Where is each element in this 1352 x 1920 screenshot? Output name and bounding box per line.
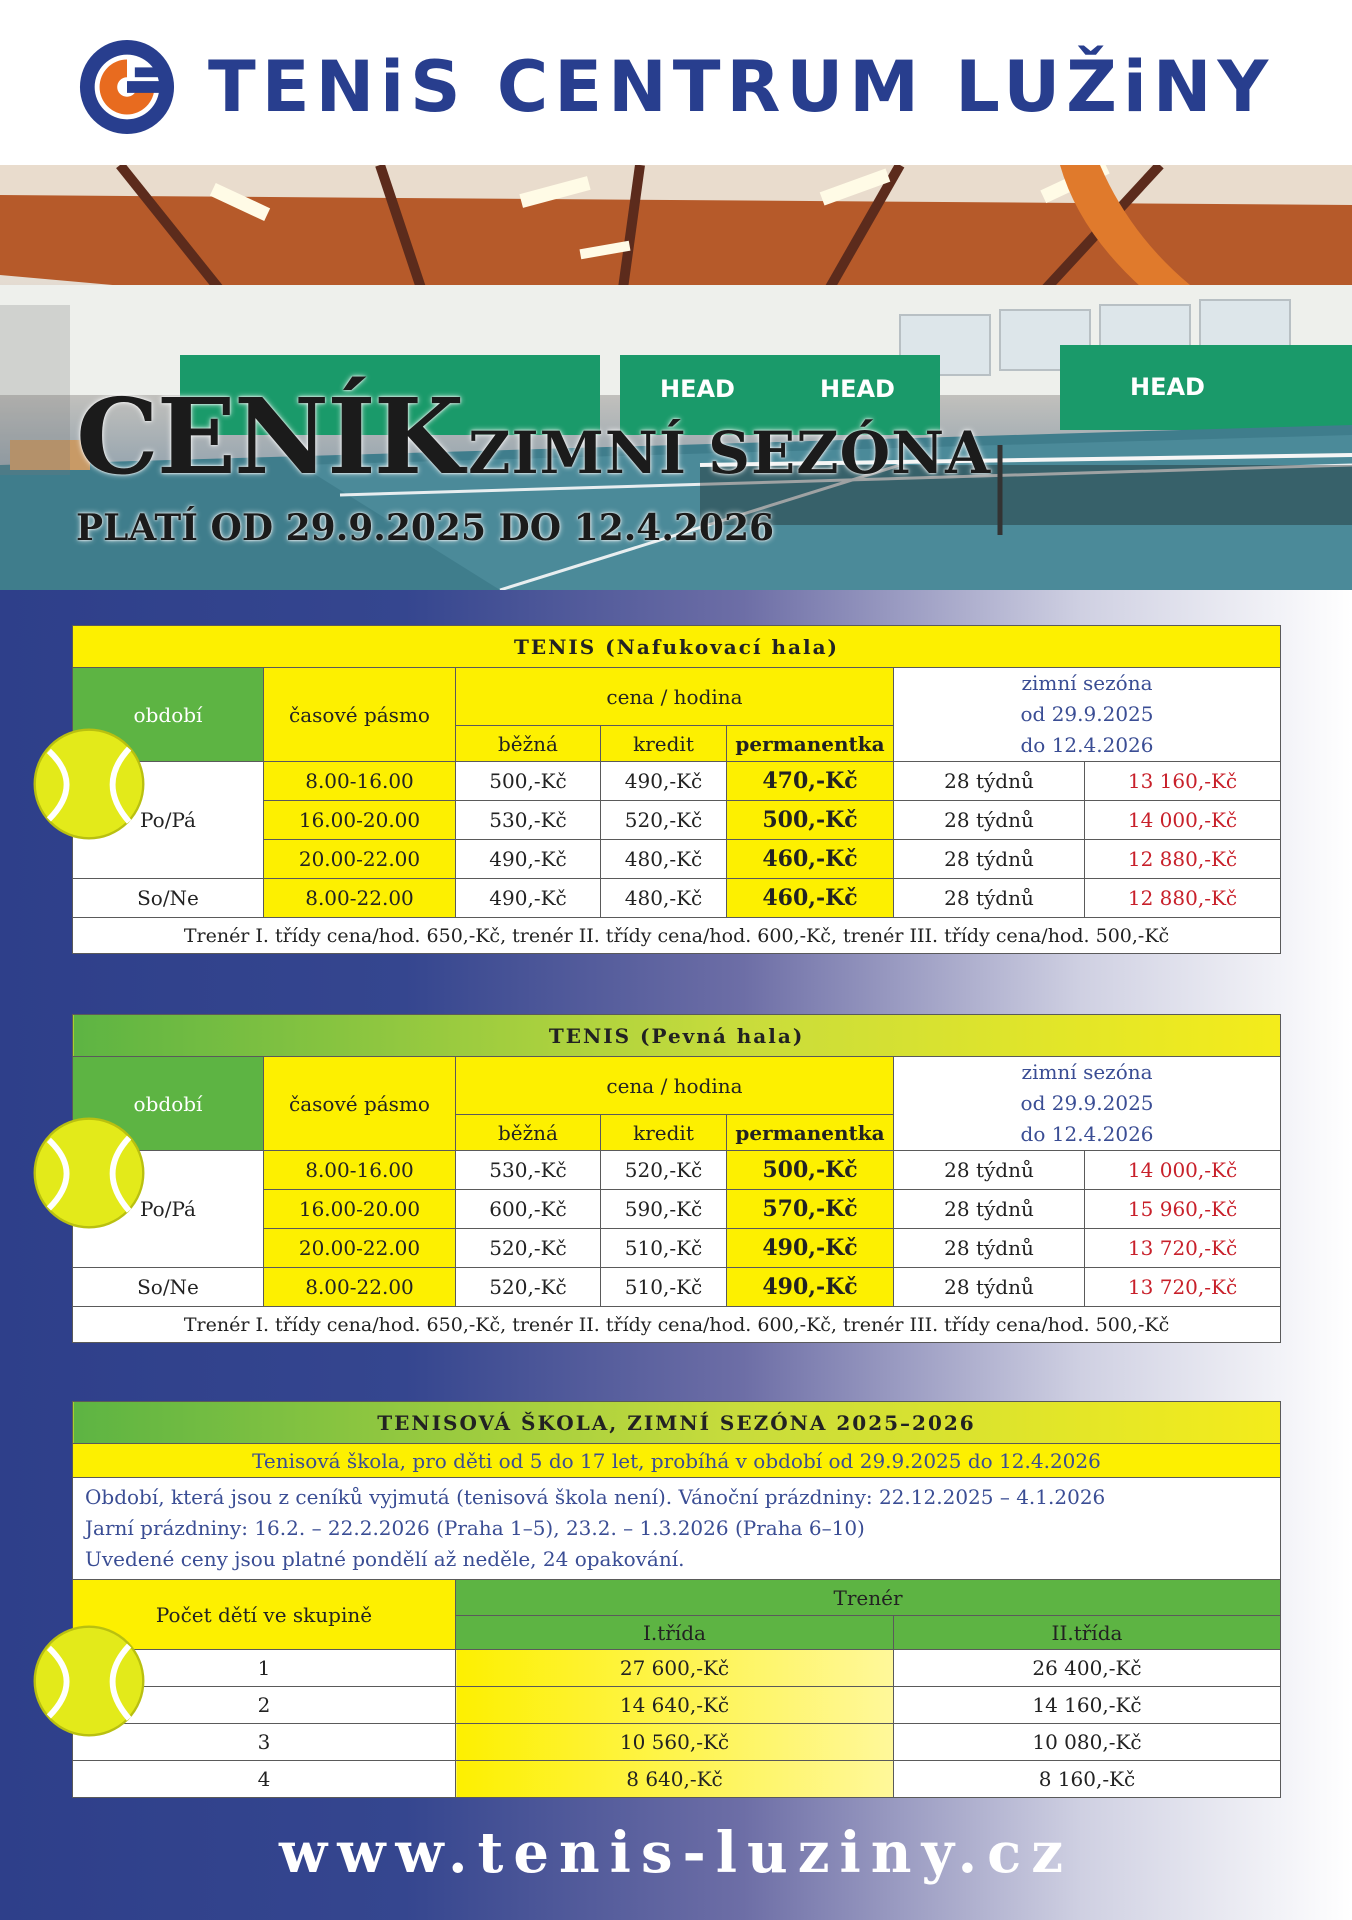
col-header-price-per-hour: cena / hodina <box>456 668 894 726</box>
period-weekend: So/Ne <box>73 879 264 918</box>
season-line-1: zimní sezóna <box>1021 1060 1153 1084</box>
period-weekday: Po/Pá <box>73 762 264 879</box>
period-weekday: Po/Pá <box>73 1151 264 1268</box>
time-cell: 8.00-22.00 <box>264 879 456 918</box>
season-line-3: do 12.4.2026 <box>1020 733 1154 757</box>
col-header-time-zone: časové pásmo <box>264 1057 456 1151</box>
regular-price: 530,-Kč <box>456 801 601 840</box>
regular-price: 520,-Kč <box>456 1268 601 1307</box>
total-price: 13 720,-Kč <box>1085 1268 1281 1307</box>
credit-price: 510,-Kč <box>601 1268 727 1307</box>
school-note-line: Uvedené ceny jsou platné pondělí až neděle, 24 opakování. <box>85 1547 685 1571</box>
school-note-line: Období, která jsou z ceníků vyjmutá (tenisová škola není). Vánoční prázdniny: 22.12.2025 – 4.1.2026 <box>85 1485 1106 1509</box>
class-2-price: 8 160,-Kč <box>894 1761 1281 1798</box>
pass-price: 490,-Kč <box>727 1268 894 1307</box>
hero-title-small: ZIMNÍ SEZÓNA <box>468 419 992 487</box>
col-header-trainer: Trenér <box>456 1580 1281 1616</box>
pass-price: 570,-Kč <box>727 1190 894 1229</box>
banner-head-2: HEAD <box>820 375 895 403</box>
pass-price: 470,-Kč <box>727 762 894 801</box>
total-price: 15 960,-Kč <box>1085 1190 1281 1229</box>
season-line-2: od 29.9.2025 <box>1020 702 1154 726</box>
hero-title-big: CENÍK <box>76 375 463 498</box>
regular-price: 490,-Kč <box>456 879 601 918</box>
table-title: TENIS (Pevná hala) <box>73 1015 1281 1057</box>
col-header-period: období <box>73 1057 264 1151</box>
group-size: 3 <box>73 1724 456 1761</box>
banner-head-1: HEAD <box>660 375 735 403</box>
table-row <box>73 762 1281 801</box>
price-table-fixed-hall <box>72 1014 1281 1343</box>
hero-validity: PLATÍ OD 29.9.2025 DO 12.4.2026 <box>76 507 775 549</box>
tennis-ball-icon <box>30 1622 148 1740</box>
class-1-price: 14 640,-Kč <box>456 1687 894 1724</box>
trainer-note: Trenér I. třídy cena/hod. 650,-Kč, trenér II. třídy cena/hod. 600,-Kč, trenér III. třídy cena/hod. 500,-Kč <box>73 1307 1281 1343</box>
time-cell: 8.00-22.00 <box>264 1268 456 1307</box>
credit-price: 520,-Kč <box>601 1151 727 1190</box>
website-link[interactable]: www.tenis-luziny.cz <box>278 1820 1074 1886</box>
regular-price: 520,-Kč <box>456 1229 601 1268</box>
col-header-regular: běžná <box>456 1115 601 1151</box>
weeks-cell: 28 týdnů <box>894 879 1085 918</box>
time-cell: 8.00-16.00 <box>264 762 456 801</box>
col-header-class-1: I.třída <box>456 1616 894 1650</box>
club-logo-icon <box>78 38 176 136</box>
time-cell: 16.00-20.00 <box>264 1190 456 1229</box>
season-line-1: zimní sezóna <box>1021 671 1153 695</box>
col-header-class-2: II.třída <box>894 1616 1281 1650</box>
time-cell: 8.00-16.00 <box>264 1151 456 1190</box>
hero-title <box>76 375 991 498</box>
pass-price: 460,-Kč <box>727 879 894 918</box>
group-size: 2 <box>73 1687 456 1724</box>
table-title: TENIS (Nafukovací hala) <box>73 626 1281 668</box>
table-row <box>73 1687 1281 1724</box>
col-header-season <box>894 668 1281 762</box>
hero-photo <box>0 165 1352 590</box>
table-row <box>73 1151 1281 1190</box>
trainer-note: Trenér I. třídy cena/hod. 650,-Kč, trenér II. třídy cena/hod. 600,-Kč, trenér III. třídy cena/hod. 500,-Kč <box>73 918 1281 954</box>
credit-price: 490,-Kč <box>601 762 727 801</box>
total-price: 12 880,-Kč <box>1085 879 1281 918</box>
tennis-ball-icon <box>30 1114 148 1232</box>
header <box>0 0 1352 165</box>
period-weekend: So/Ne <box>73 1268 264 1307</box>
price-table-inflatable-hall <box>72 625 1281 954</box>
weeks-cell: 28 týdnů <box>894 1229 1085 1268</box>
table-row <box>73 879 1281 918</box>
time-cell: 16.00-20.00 <box>264 801 456 840</box>
group-size: 1 <box>73 1650 456 1687</box>
credit-price: 520,-Kč <box>601 801 727 840</box>
credit-price: 480,-Kč <box>601 879 727 918</box>
season-line-3: do 12.4.2026 <box>1020 1122 1154 1146</box>
school-note-line: Jarní prázdniny: 16.2. – 22.2.2026 (Praha 1–5), 23.2. – 1.3.2026 (Praha 6–10) <box>85 1516 865 1540</box>
class-2-price: 14 160,-Kč <box>894 1687 1281 1724</box>
table-row <box>73 1650 1281 1687</box>
regular-price: 600,-Kč <box>456 1190 601 1229</box>
time-cell: 20.00-22.00 <box>264 840 456 879</box>
season-line-2: od 29.9.2025 <box>1020 1091 1154 1115</box>
total-price: 13 160,-Kč <box>1085 762 1281 801</box>
col-header-regular: běžná <box>456 726 601 762</box>
brand-name: TENiS CENTRUM LUŽiNY <box>208 46 1275 128</box>
class-2-price: 26 400,-Kč <box>894 1650 1281 1687</box>
col-header-time-zone: časové pásmo <box>264 668 456 762</box>
credit-price: 590,-Kč <box>601 1190 727 1229</box>
time-cell: 20.00-22.00 <box>264 1229 456 1268</box>
pass-price: 500,-Kč <box>727 801 894 840</box>
table-row <box>73 1268 1281 1307</box>
regular-price: 530,-Kč <box>456 1151 601 1190</box>
regular-price: 490,-Kč <box>456 840 601 879</box>
weeks-cell: 28 týdnů <box>894 840 1085 879</box>
regular-price: 500,-Kč <box>456 762 601 801</box>
col-header-price-per-hour: cena / hodina <box>456 1057 894 1115</box>
total-price: 13 720,-Kč <box>1085 1229 1281 1268</box>
col-header-season <box>894 1057 1281 1151</box>
total-price: 14 000,-Kč <box>1085 801 1281 840</box>
col-header-group-size: Počet dětí ve skupině <box>73 1580 456 1650</box>
col-header-period: období <box>73 668 264 762</box>
weeks-cell: 28 týdnů <box>894 1151 1085 1190</box>
credit-price: 510,-Kč <box>601 1229 727 1268</box>
weeks-cell: 28 týdnů <box>894 1268 1085 1307</box>
tennis-school-table <box>72 1401 1281 1798</box>
group-size: 4 <box>73 1761 456 1798</box>
col-header-credit: kredit <box>601 726 727 762</box>
weeks-cell: 28 týdnů <box>894 1190 1085 1229</box>
banner-head-3: HEAD <box>1130 373 1205 401</box>
tennis-ball-icon <box>30 725 148 843</box>
pass-price: 490,-Kč <box>727 1229 894 1268</box>
pass-price: 500,-Kč <box>727 1151 894 1190</box>
class-1-price: 8 640,-Kč <box>456 1761 894 1798</box>
class-1-price: 27 600,-Kč <box>456 1650 894 1687</box>
weeks-cell: 28 týdnů <box>894 762 1085 801</box>
table-row <box>73 1724 1281 1761</box>
col-header-credit: kredit <box>601 1115 727 1151</box>
school-title: TENISOVÁ ŠKOLA, ZIMNÍ SEZÓNA 2025–2026 <box>73 1402 1281 1444</box>
credit-price: 480,-Kč <box>601 840 727 879</box>
school-subtitle: Tenisová škola, pro děti od 5 do 17 let, probíhá v období od 29.9.2025 do 12.4.2026 <box>73 1444 1281 1478</box>
weeks-cell: 28 týdnů <box>894 801 1085 840</box>
table-row <box>73 1761 1281 1798</box>
pass-price: 460,-Kč <box>727 840 894 879</box>
total-price: 14 000,-Kč <box>1085 1151 1281 1190</box>
total-price: 12 880,-Kč <box>1085 840 1281 879</box>
col-header-season-pass: permanentka <box>727 726 894 762</box>
class-2-price: 10 080,-Kč <box>894 1724 1281 1761</box>
school-notes <box>73 1478 1281 1580</box>
col-header-season-pass: permanentka <box>727 1115 894 1151</box>
class-1-price: 10 560,-Kč <box>456 1724 894 1761</box>
